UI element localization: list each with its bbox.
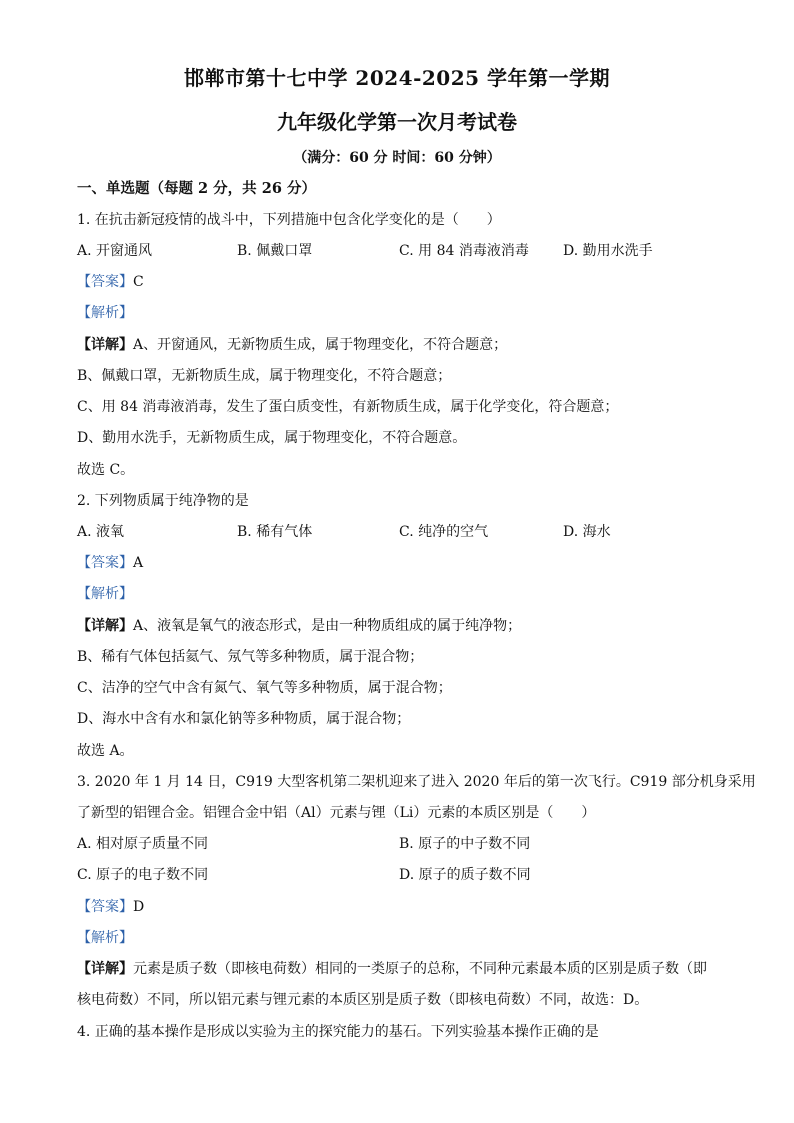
detail-tag: 【详解】 bbox=[77, 618, 133, 634]
exam-title-line1: 邯郸市第十七中学 2024-2025 学年第一学期 bbox=[183, 66, 611, 90]
q3-option-a: A. 相对原子质量不同 bbox=[77, 836, 209, 852]
q2-option-b: B. 稀有气体 bbox=[237, 524, 313, 540]
q2-answer-value: A bbox=[133, 555, 144, 571]
q2-detail-line4: D、海水中含有水和氯化钠等多种物质，属于混合物； bbox=[77, 711, 411, 727]
q3-stem-line1: 3. 2020 年 1 月 14 日，C919 大型客机第二架机迎来了进入 2020 年后的第一次飞行。C919 部分机身采用 bbox=[77, 774, 756, 790]
q3-stem-line2: 了新型的铝锂合金。铝锂合金中铝（Al）元素与锂（Li）元素的本质区别是（ ） bbox=[77, 805, 596, 821]
q3-detail-text: 元素是质子数（即核电荷数）相同的一类原子的总称，不同种元素最本质的区别是质子数（即 bbox=[133, 961, 707, 977]
q1-analysis-tag: 【解析】 bbox=[77, 305, 133, 321]
q1-stem: 1. 在抗击新冠疫情的战斗中，下列措施中包含化学变化的是（ ） bbox=[77, 212, 501, 228]
q2-answer bbox=[77, 552, 143, 572]
q1-detail-line3: C、用 84 消毒液消毒，发生了蛋白质变性，有新物质生成，属于化学变化，符合题意； bbox=[77, 399, 619, 415]
q1-option-b: B. 佩戴口罩 bbox=[237, 243, 313, 259]
q3-option-b: B. 原子的中子数不同 bbox=[399, 836, 531, 852]
q1-answer bbox=[77, 271, 144, 291]
q2-detail-line3: C、洁净的空气中含有氮气、氧气等多种物质，属于混合物； bbox=[77, 680, 452, 696]
q1-detail-text: A、开窗通风，无新物质生成，属于物理变化，不符合题意； bbox=[133, 337, 508, 353]
q1-detail-line4: D、勤用水洗手，无新物质生成，属于物理变化，不符合题意。 bbox=[77, 430, 467, 446]
detail-tag: 【详解】 bbox=[77, 337, 133, 353]
q3-analysis-tag: 【解析】 bbox=[77, 930, 133, 946]
q2-option-a: A. 液氧 bbox=[77, 524, 125, 540]
q2-conclusion: 故选 A。 bbox=[77, 743, 134, 759]
q2-analysis-tag: 【解析】 bbox=[77, 586, 133, 602]
detail-tag: 【详解】 bbox=[77, 961, 133, 977]
q2-option-d: D. 海水 bbox=[563, 524, 611, 540]
answer-tag: 【答案】 bbox=[77, 899, 133, 915]
exam-title-line2: 九年级化学第一次月考试卷 bbox=[277, 110, 517, 134]
q3-option-c: C. 原子的电子数不同 bbox=[77, 867, 209, 883]
q1-option-c: C. 用 84 消毒液消毒 bbox=[399, 243, 529, 259]
q3-answer-value: D bbox=[133, 899, 145, 915]
q2-detail-line1 bbox=[77, 615, 521, 635]
section-heading: 一、单选题（每题 2 分，共 26 分） bbox=[77, 180, 316, 197]
q3-option-d: D. 原子的质子数不同 bbox=[399, 867, 531, 883]
q3-detail-line2: 核电荷数）不同，所以铝元素与锂元素的本质区别是质子数（即核电荷数）不同，故选：D。 bbox=[77, 992, 649, 1008]
q1-option-d: D. 勤用水洗手 bbox=[563, 243, 653, 259]
q2-detail-text: A、液氧是氧气的液态形式，是由一种物质组成的属于纯净物； bbox=[133, 618, 522, 634]
answer-tag: 【答案】 bbox=[77, 274, 133, 290]
q1-answer-value: C bbox=[133, 274, 144, 290]
exam-subtitle: （满分：60 分 时间：60 分钟） bbox=[293, 150, 501, 166]
q3-detail-line1 bbox=[77, 958, 707, 978]
q4-stem: 4. 正确的基本操作是形成以实验为主的探究能力的基石。下列实验基本操作正确的是 bbox=[77, 1024, 599, 1040]
q2-option-c: C. 纯净的空气 bbox=[399, 524, 489, 540]
answer-tag: 【答案】 bbox=[77, 555, 133, 571]
q2-detail-line2: B、稀有气体包括氦气、氖气等多种物质，属于混合物； bbox=[77, 649, 424, 665]
q3-answer bbox=[77, 896, 144, 916]
q1-detail-line1 bbox=[77, 334, 507, 354]
q1-option-a: A. 开窗通风 bbox=[77, 243, 153, 259]
q1-conclusion: 故选 C。 bbox=[77, 462, 135, 478]
q2-stem: 2. 下列物质属于纯净物的是 bbox=[77, 493, 249, 509]
q1-detail-line2: B、佩戴口罩，无新物质生成，属于物理变化，不符合题意； bbox=[77, 368, 452, 384]
